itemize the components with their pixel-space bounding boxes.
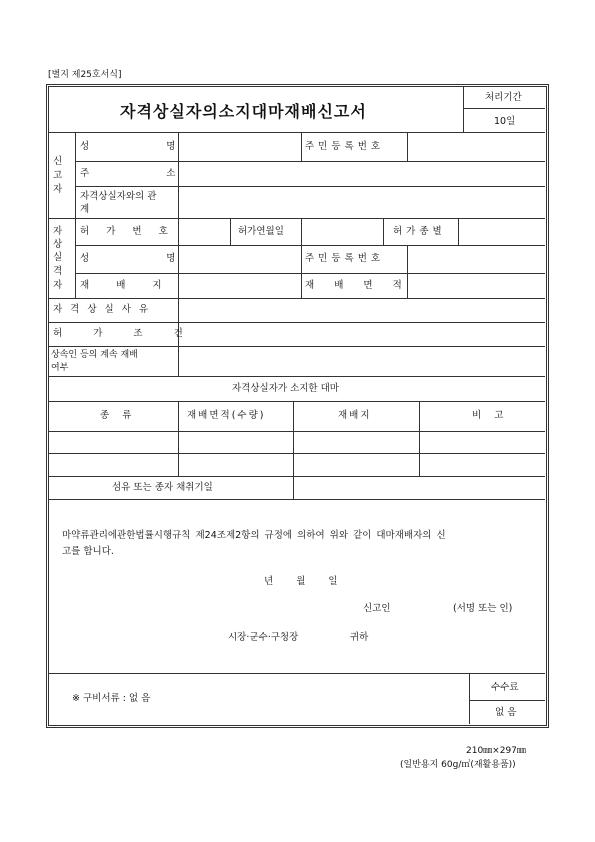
license-condition-label: 허 가 조 건 — [53, 328, 183, 339]
reporter-name-label: 성 명 — [80, 141, 184, 152]
hemp-header-remarks: 비 고 — [472, 410, 504, 421]
statement-line-2: 고를 합니다. — [62, 546, 114, 557]
license-condition-field[interactable] — [179, 323, 544, 345]
fee-label: 수수료 — [491, 682, 519, 693]
fiber-seed-field[interactable] — [294, 477, 544, 498]
reporter-group-label-1: 신 — [53, 156, 63, 167]
reporter-group-label-3: 자 — [53, 184, 63, 195]
disqualified-name-field[interactable] — [179, 246, 300, 272]
disqualified-rrn-label: 주민등록번호 — [305, 253, 385, 264]
paper-size: 210㎜×297㎜ — [466, 746, 526, 756]
reporter-sign-label: 신고인 — [363, 603, 391, 614]
license-date-field[interactable] — [302, 219, 382, 244]
heir-continuation-field[interactable] — [179, 347, 544, 375]
hemp-header-type: 종 류 — [100, 410, 132, 421]
disqualified-name-label: 성 명 — [80, 253, 184, 264]
disqualification-reason-field[interactable] — [179, 299, 544, 321]
disqualification-reason-label: 자격상실사유 — [53, 304, 157, 315]
addressee-label: 시장·군수·구청장 — [228, 632, 299, 643]
reporter-sign-note: (서명 또는 인) — [453, 603, 513, 614]
cultivation-site-field[interactable] — [179, 274, 300, 297]
hemp-row-2[interactable] — [49, 454, 544, 475]
disqualified-group-label-1: 자 — [53, 226, 63, 237]
disqualified-rrn-field[interactable] — [408, 246, 544, 272]
license-number-field[interactable] — [179, 219, 229, 244]
hemp-header-area: 재배면적(수량) — [187, 410, 266, 421]
form-title: 자격상실자의소지대마재배신고서 — [120, 102, 367, 121]
statement-line-1: 마약류관리에관한법률시행규칙 제24조제2항의 규정에 의하여 위와 같이 대마재배자의 신 — [62, 530, 446, 541]
license-date-label: 허가연월일 — [238, 226, 284, 237]
reporter-relation-field[interactable] — [179, 187, 544, 217]
hemp-header-site: 재배지 — [338, 410, 372, 421]
paper-type: (일반용지 60g/㎡(재활용품)) — [400, 760, 516, 770]
reporter-relation-label-1: 자격상실자와의 관 — [80, 191, 157, 202]
license-type-label: 허가종별 — [393, 226, 446, 237]
fee-value: 없 음 — [495, 707, 517, 718]
disqualified-group-label-4: 격 — [53, 266, 63, 277]
required-documents: ※ 구비서류 : 없 음 — [72, 693, 151, 704]
reporter-rrn-label: 주민등록번호 — [305, 141, 385, 152]
cultivation-site-label: 재 배 지 — [80, 280, 162, 291]
heir-continuation-label-2: 여부 — [51, 363, 69, 373]
reporter-address-label: 주 소 — [80, 168, 184, 179]
processing-period-label: 처리기간 — [485, 92, 522, 103]
addressee-honorific: 귀하 — [350, 632, 369, 643]
processing-period-value: 10일 — [494, 116, 516, 127]
cultivation-area-label: 재 배 면 적 — [305, 280, 402, 291]
disqualified-group-label-3: 실 — [53, 252, 63, 263]
reporter-address-field[interactable] — [179, 162, 544, 185]
heir-continuation-label-1: 상속인 등의 계속 재배 — [51, 350, 138, 360]
license-number-label: 허 가 번 호 — [80, 226, 168, 237]
disqualified-group-label-2: 상 — [53, 239, 63, 250]
hemp-row-1[interactable] — [49, 432, 544, 452]
form-code: [별지 제25호서식] — [48, 70, 122, 80]
reporter-relation-label-2: 계 — [80, 204, 90, 215]
license-type-field[interactable] — [459, 219, 544, 244]
hemp-section-title: 자격상실자가 소지한 대마 — [232, 383, 339, 394]
reporter-name-field[interactable] — [179, 133, 300, 160]
date-line: 년 월 일 — [264, 576, 338, 587]
disqualified-group-label-5: 자 — [53, 280, 63, 291]
reporter-group-label-2: 고 — [53, 170, 63, 181]
reporter-rrn-field[interactable] — [408, 133, 544, 160]
fiber-seed-label: 섬유 또는 종자 채취기일 — [112, 482, 213, 493]
cultivation-area-field[interactable] — [408, 274, 544, 297]
